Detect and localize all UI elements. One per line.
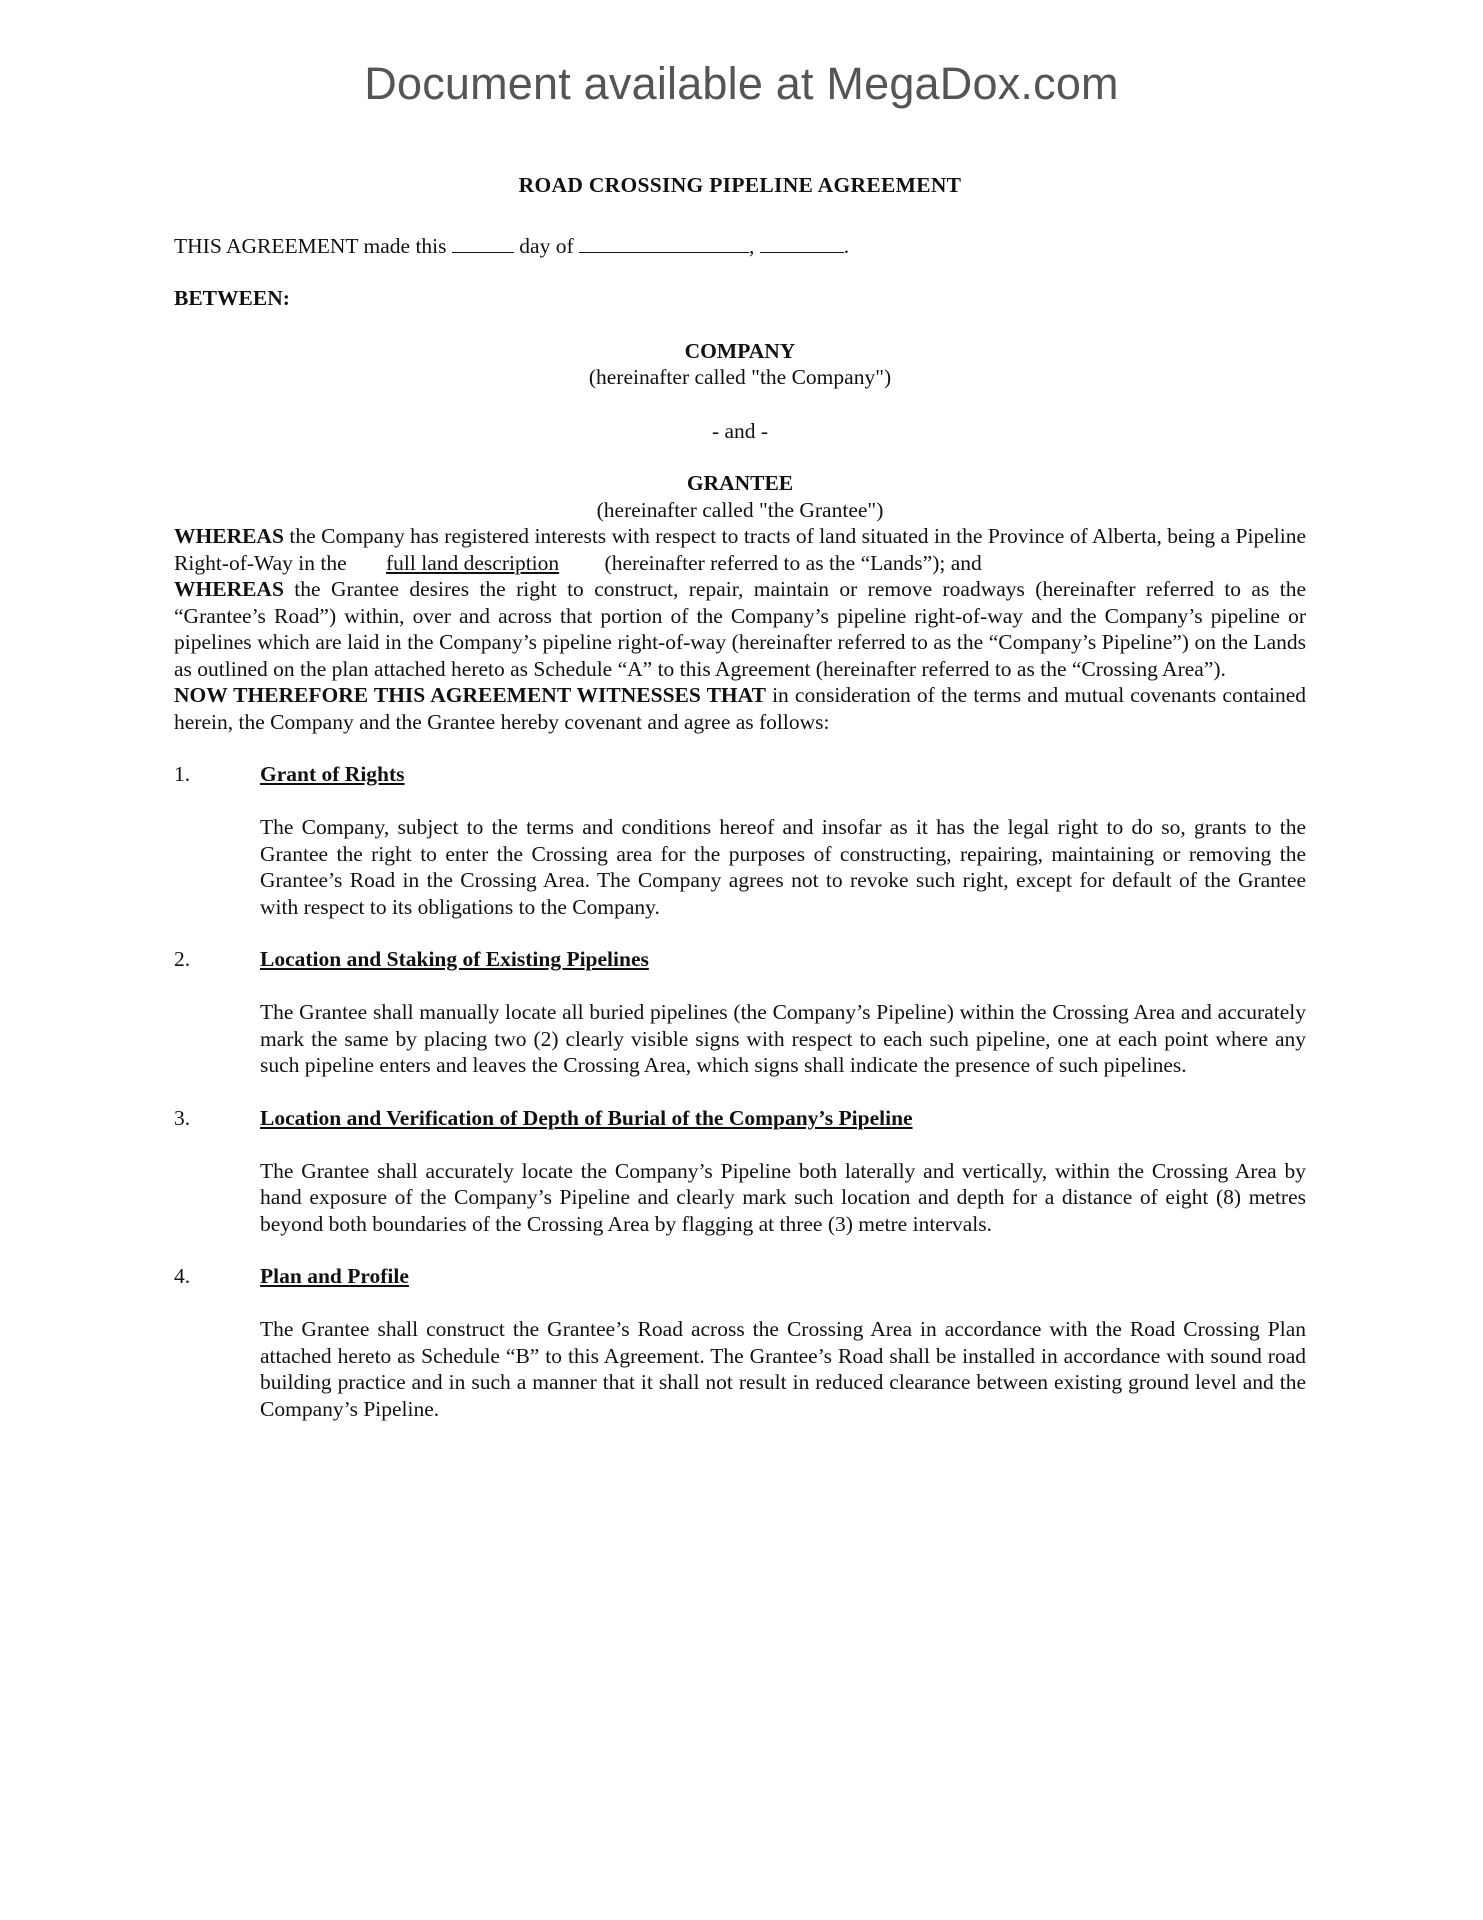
and-separator: - and - [711, 418, 769, 443]
party1-name: COMPANY [684, 338, 796, 363]
section-grant-of-rights [174, 761, 1306, 920]
day-blank[interactable] [452, 234, 514, 253]
section-heading: Location and Verification of Depth of Burial of the Company’s Pipeline [260, 1105, 913, 1130]
party-grantee [174, 470, 1306, 523]
section-location-staking [174, 946, 1306, 1079]
section-heading: Location and Staking of Existing Pipelines [260, 947, 649, 971]
section-body: The Grantee shall manually locate all buried pipelines (the Company’s Pipeline) within the Crossing Area and accurately mark the same by placing two (2) clearly visible signs with respect to each such pipeline, one at each point where any such pipeline enters and leaves the Crossing Area, which signs shall indicate the presence of such pipelines. [260, 1000, 1306, 1077]
agreement-date-line: THIS AGREEMENT made this day of , . [174, 233, 850, 258]
section-plan-profile [174, 1263, 1306, 1422]
recital2-lead: WHEREAS [174, 577, 284, 601]
recital-grantee-road [174, 576, 1306, 682]
party2-name: GRANTEE [686, 471, 794, 495]
recital-lands [174, 523, 1306, 576]
recital1-lead: WHEREAS [174, 524, 284, 548]
section-body: The Grantee shall accurately locate the Company’s Pipeline both laterally and vertically, within the Crossing Area by hand exposure of the Company’s Pipeline and clearly mark such location and depth for a distance of eight (8) metres beyond both boundaries of the Crossing Area by flagging at three (3) metre intervals. [260, 1158, 1306, 1236]
witness-clause [174, 682, 1306, 735]
between-label: BETWEEN: [174, 286, 290, 310]
land-description-field[interactable]: full land description [386, 550, 560, 575]
section-number: 3. [174, 1105, 191, 1130]
party-company [174, 338, 1306, 391]
recital2-text: the Grantee desires the right to construct, repair, maintain or remove roadways (hereinafter referred to as the “Grantee’s Road”) within, over and across that portion of the Company’s pipeline right-of-way and the Company’s pipeline or pipelines which are laid in the Company’s pipeline right-of-way (hereinafter referred to as the “Company’s Pipeline”) on the Lands as outlined on the plan attached hereto as Schedule “A” to this Agreement (hereinafter referred to as the “Crossing Area”). [174, 577, 1306, 681]
section-body: The Company, subject to the terms and conditions hereof and insofar as it has the legal right to do so, grants to the Grantee the right to enter the Crossing area for the purposes of constructing, repairing, maintaining or removing the Grantee’s Road in the Crossing Area. The Company agrees not to revoke such right, except for default of the Grantee with respect to its obligations to the Company. [260, 815, 1306, 919]
document-page [174, 172, 1306, 1422]
watermark-banner: Document available at MegaDox.com [364, 58, 1119, 109]
section-heading: Plan and Profile [260, 1264, 409, 1288]
section-number: 4. [174, 1264, 191, 1288]
section-body: The Grantee shall construct the Grantee’s Road across the Crossing Area in accordance with the Road Crossing Plan attached hereto as Schedule “B” to this Agreement. The Grantee’s Road shall be installed in accordance with sound road building practice and in such a manner that it shall not result in reduced clearance between existing ground level and the Company’s Pipeline. [260, 1317, 1306, 1421]
section-depth-verification [174, 1105, 1306, 1238]
intro-prefix: THIS AGREEMENT made this [174, 233, 447, 258]
section-number: 2. [174, 947, 191, 971]
section-heading: Grant of Rights [260, 762, 405, 786]
witness-text: in consideration of the terms and mutual covenants contained herein, the Company and the Grantee hereby covenant and agree as follows: [174, 683, 1306, 734]
recital1-text-a: the Company has registered interests with respect to tracts of land situated in the Province of Alberta, being a Pipeline Right-of-Way in the [174, 524, 1306, 575]
section-number: 1. [174, 762, 191, 786]
year-blank[interactable] [760, 234, 844, 253]
document-title: ROAD CROSSING PIPELINE AGREEMENT [518, 173, 962, 197]
month-blank[interactable] [579, 234, 749, 253]
party2-called: (hereinafter called "the Grantee") [596, 497, 884, 522]
intro-day-of: day of [519, 233, 574, 258]
recital1-text-b: (hereinafter referred to as the “Lands”); and [599, 550, 982, 575]
witness-lead: NOW THEREFORE THIS AGREEMENT WITNESSES THAT [174, 683, 766, 707]
party1-called: (hereinafter called "the Company") [588, 365, 892, 389]
